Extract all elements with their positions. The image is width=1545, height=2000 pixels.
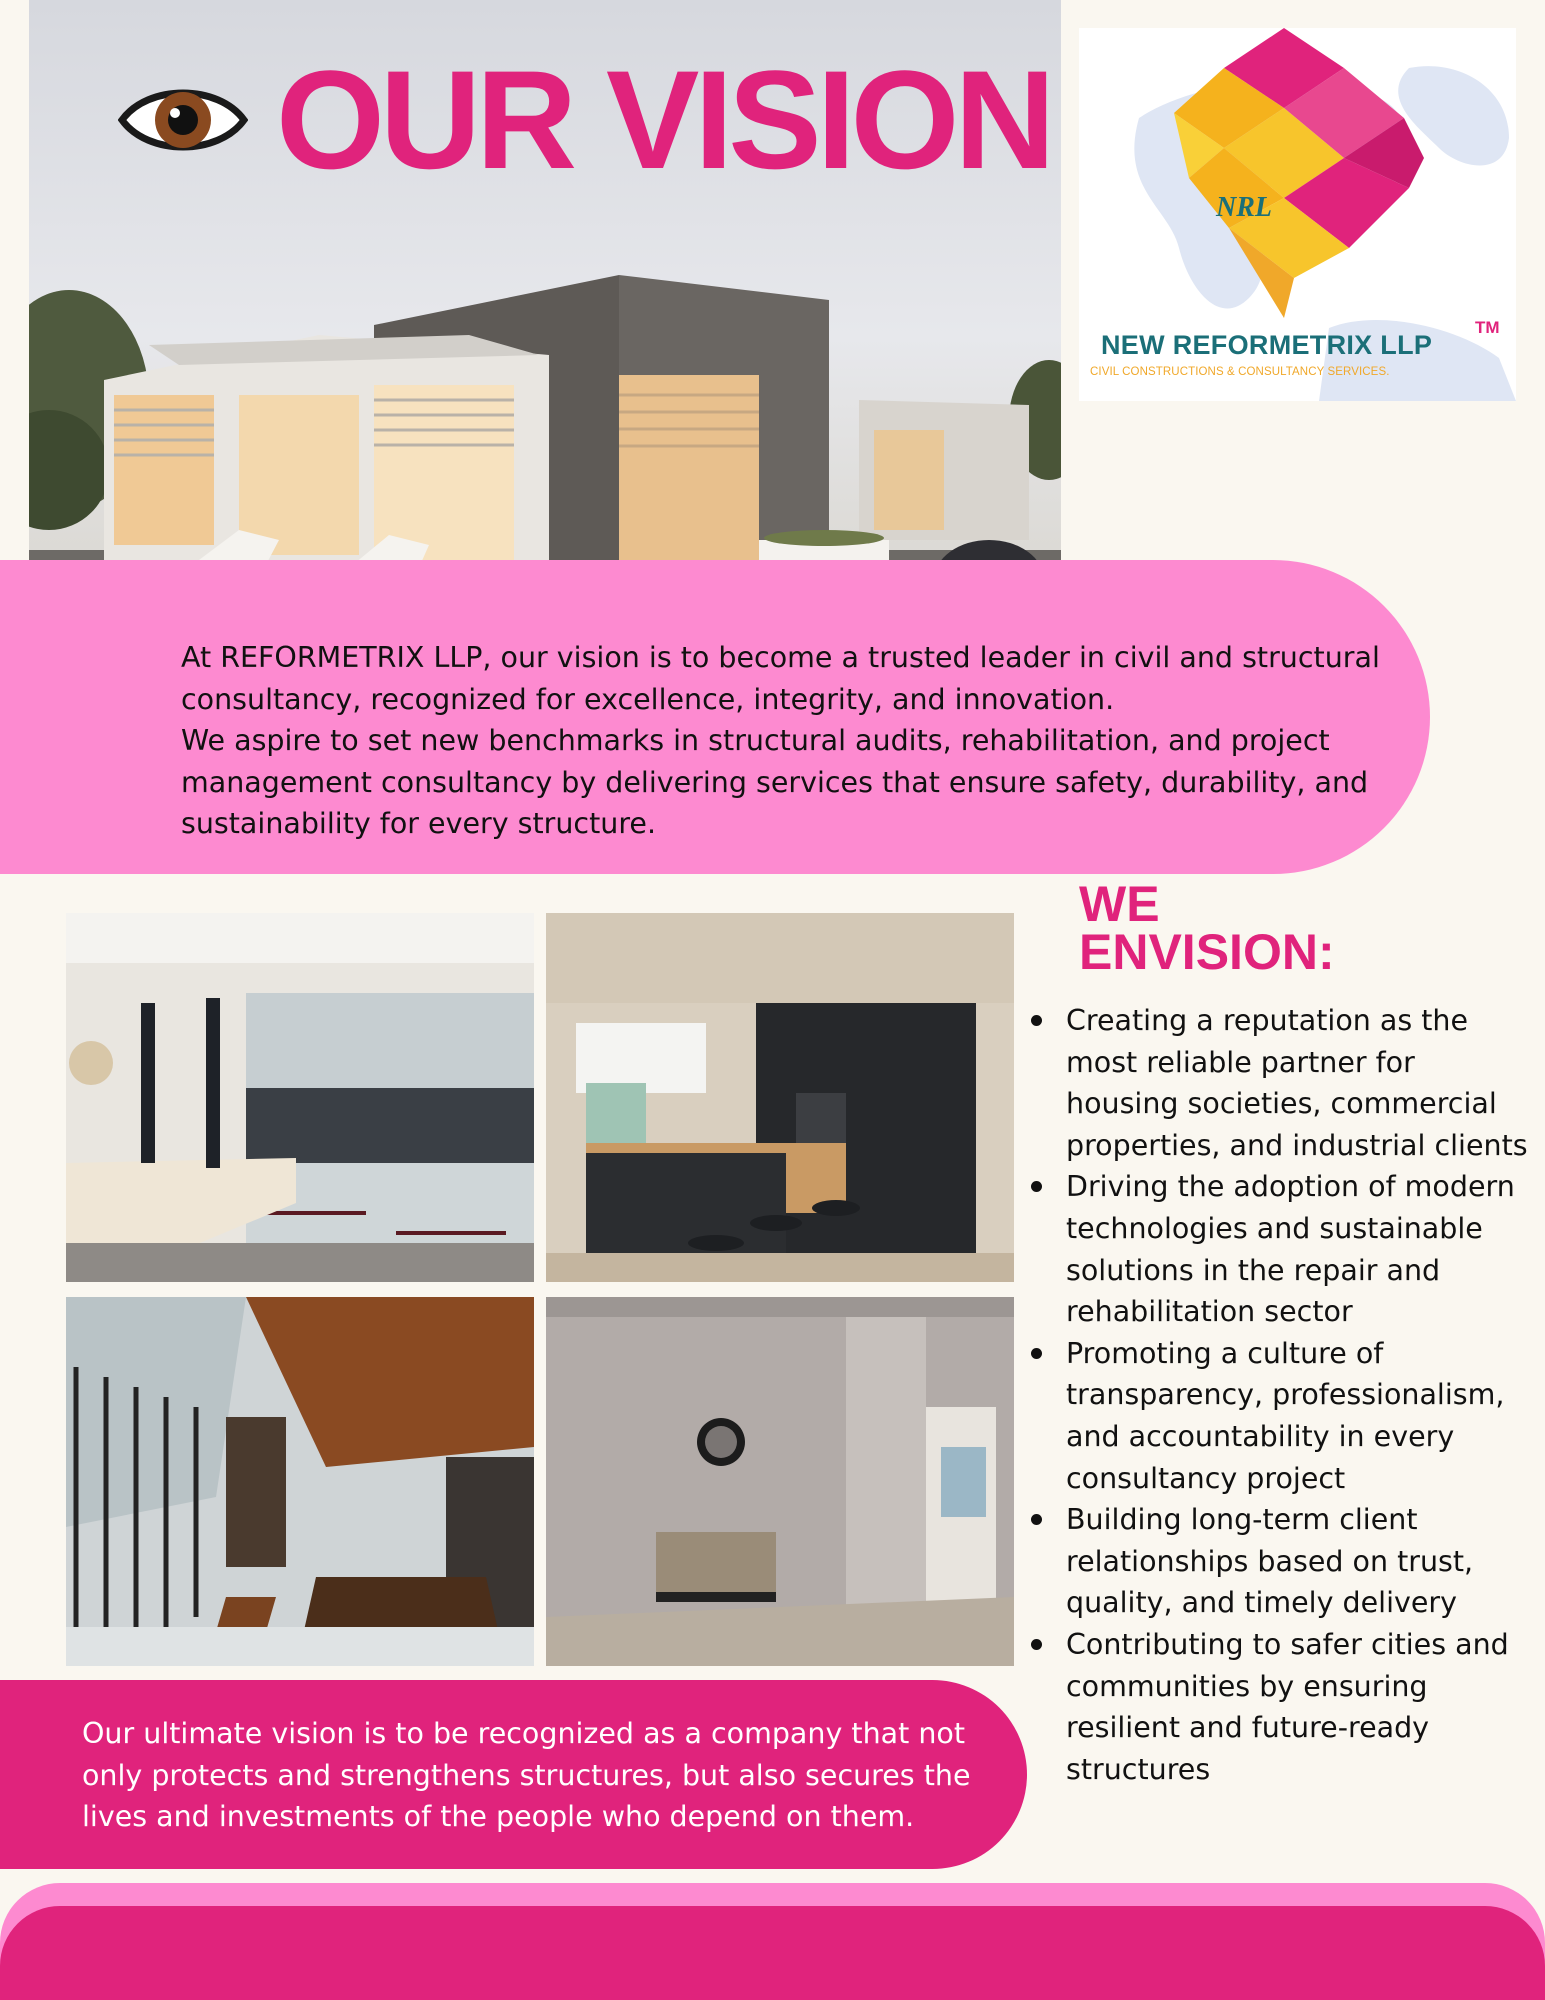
envision-list [1029, 1000, 1529, 1790]
list-item: Promoting a culture of transparency, professionalism, and accountability in every consultancy project [1029, 1333, 1529, 1499]
white-kitchen-photo [66, 913, 534, 1282]
eye-icon [118, 80, 248, 160]
dark-kitchen-island-photo [546, 913, 1014, 1282]
callout-statement: Our ultimate vision is to be recognized as a company that not only protects and strengthens structures, but also secures the lives and investments of the people who depend on them. [82, 1717, 971, 1834]
vision-paragraph: At REFORMETRIX LLP, our vision is to become a trusted leader in civil and structural consultancy, recognized for excellence, integrity, and innovation. We aspire to set new benchmarks in structural audits, rehabilitation, and project management consultancy by delivering services that ensure safety, durability, and sustainability for every structure. [181, 641, 1380, 841]
page-title: OUR VISION [276, 41, 1051, 198]
logo-trademark: TM [1475, 318, 1500, 337]
logo-monogram: NRL [1216, 192, 1272, 223]
list-item: Driving the adoption of modern technologies and sustainable solutions in the repair and rehabilitation sector [1029, 1166, 1529, 1332]
envision-heading: WE ENVISION: [1079, 876, 1335, 980]
company-logo [1079, 28, 1516, 401]
grey-hallway-photo [546, 1297, 1014, 1666]
footer-band-inner [0, 1906, 1545, 2000]
list-item: Contributing to safer cities and communities by ensuring resilient and future-ready structures [1029, 1624, 1529, 1790]
vision-statement [181, 637, 1411, 845]
title-row [118, 41, 1051, 198]
logo-company-name: NEW REFORMETRIX LLP [1101, 330, 1433, 360]
list-item: Building long-term client relationships based on trust, quality, and timely delivery [1029, 1499, 1529, 1624]
logo-tagline: CIVIL CONSTRUCTIONS & CONSULTANCY SERVICES. [1090, 366, 1390, 378]
wood-ceiling-dining-photo [66, 1297, 534, 1666]
list-item: Creating a reputation as the most reliable partner for housing societies, commercial properties, and industrial clients [1029, 1000, 1529, 1166]
